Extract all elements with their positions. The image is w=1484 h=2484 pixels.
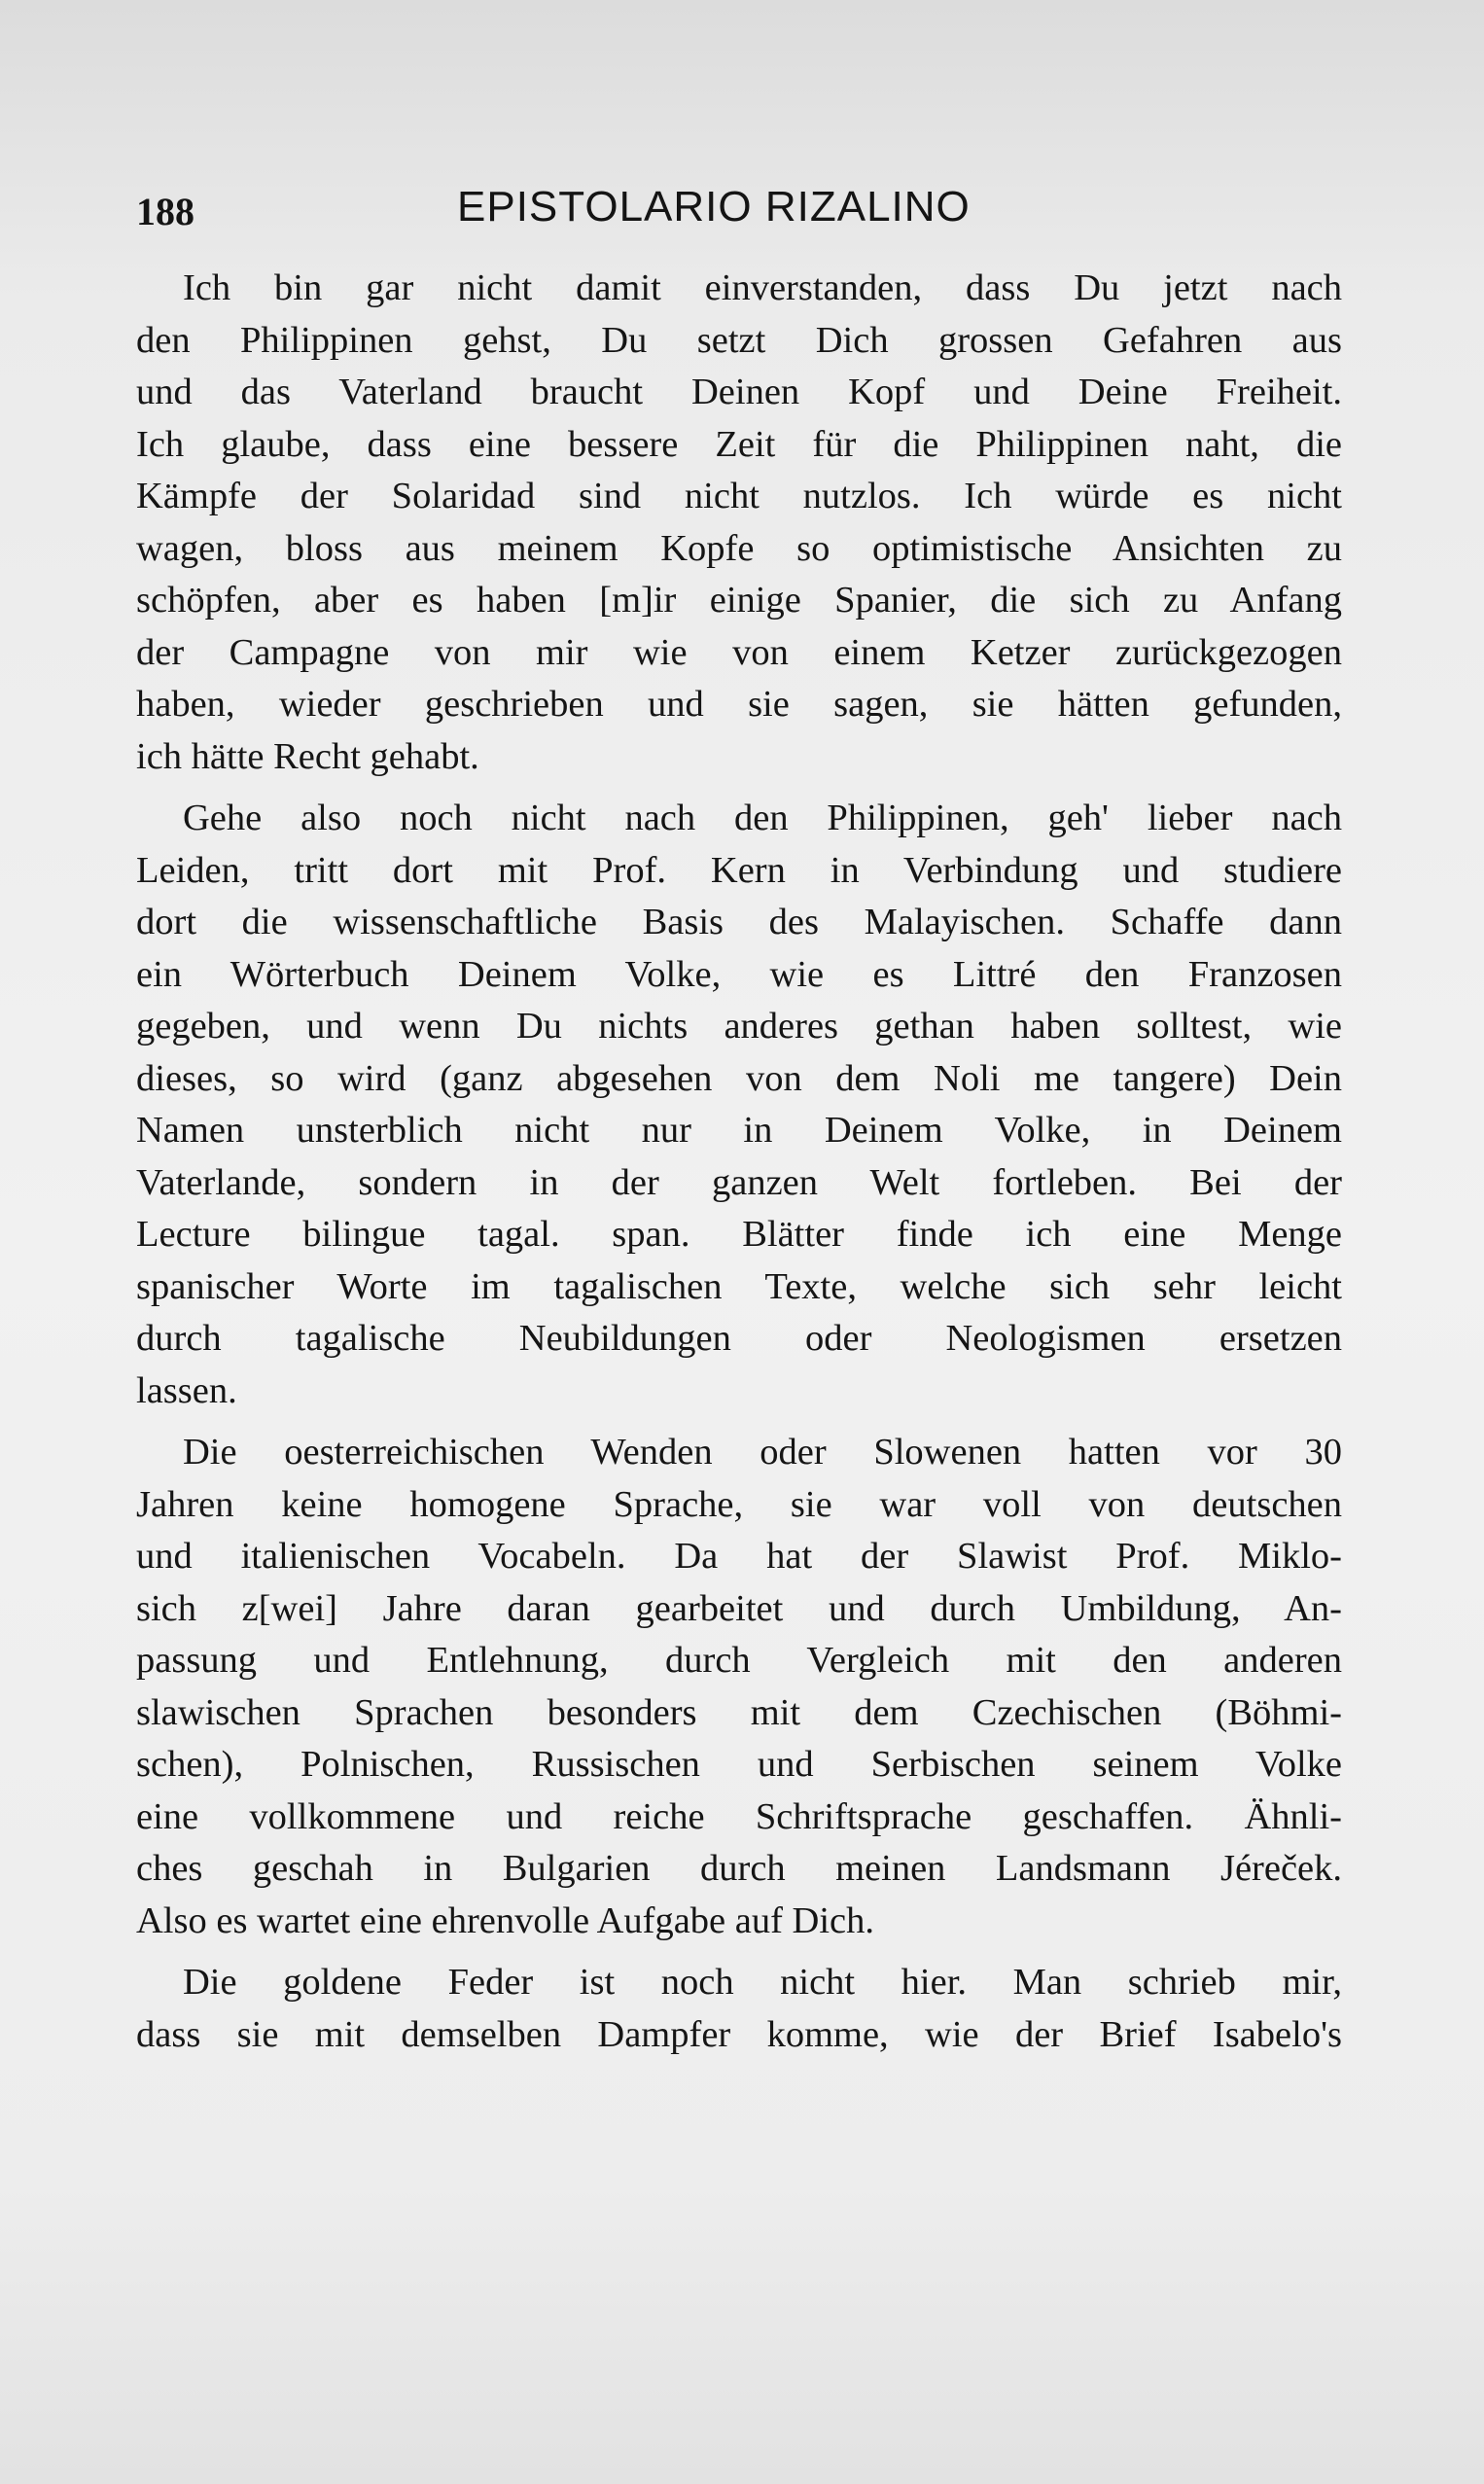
text-line: lassen. [136, 1369, 237, 1411]
text-line: wagen, bloss aus meinem Kopfe so optimistische Ansichten zu [136, 527, 1342, 569]
page-number: 188 [136, 190, 194, 233]
paragraph [136, 263, 1342, 783]
text-line: gegeben, und wenn Du nichts anderes gethan haben solltest, wie [136, 1006, 1342, 1047]
page-header [136, 183, 1342, 241]
text-line: Die goldene Feder ist noch nicht hier. Man schrieb mir, [183, 1962, 1342, 2003]
text-line: Kämpfe der Solaridad sind nicht nutzlos. Ich würde es nicht [136, 476, 1342, 516]
text-line: Vaterlande, sondern in der ganzen Welt fortleben. Bei der [136, 1161, 1342, 1203]
text-line: Gehe also noch nicht nach den Philippinen, geh' lieber nach [183, 798, 1342, 838]
text-line: dass sie mit demselben Dampfer komme, wie der Brief Isabelo's [136, 2013, 1342, 2055]
letter-body [136, 263, 1342, 2071]
text-line: slawischen Sprachen besonders mit dem Czechischen (Böhmi- [136, 1691, 1342, 1733]
text-line: ches geschah in Bulgarien durch meinen Landsmann Jéreček. [136, 1848, 1342, 1889]
text-line: Lecture bilingue tagal. span. Blätter finde ich eine Menge [136, 1214, 1342, 1255]
text-line: und italienischen Vocabeln. Da hat der Slawist Prof. Miklo- [136, 1536, 1342, 1577]
text-line: den Philippinen gehst, Du setzt Dich grossen Gefahren aus [136, 319, 1342, 361]
running-title: EPISTOLARIO RIZALINO [457, 183, 971, 231]
text-line: durch tagalische Neubildungen oder Neologismen ersetzen [136, 1318, 1342, 1359]
text-line: und das Vaterland braucht Deinen Kopf und Deine Freiheit. [136, 372, 1342, 412]
text-line: eine vollkommene und reiche Schriftsprache geschaffen. Ähnli- [136, 1795, 1342, 1837]
paragraph [136, 1957, 1342, 2061]
text-line: dieses, so wird (ganz abgesehen von dem Noli me tangere) Dein [136, 1057, 1342, 1099]
text-line: Die oesterreichischen Wenden oder Slowenen hatten vor 30 [183, 1432, 1342, 1473]
text-line: sich z[wei] Jahre daran gearbeitet und durch Umbildung, An- [136, 1587, 1342, 1629]
text-line: schen), Polnischen, Russischen und Serbischen seinem Volke [136, 1744, 1342, 1785]
paragraph [136, 793, 1342, 1417]
text-line: Ich glaube, dass eine bessere Zeit für die Philippinen naht, die [136, 423, 1342, 465]
text-line: spanischer Worte im tagalischen Texte, welche sich sehr leicht [136, 1265, 1342, 1307]
paragraph [136, 1427, 1342, 1947]
text-line: Leiden, tritt dort mit Prof. Kern in Verbindung und studiere [136, 849, 1342, 891]
text-line: ein Wörterbuch Deinem Volke, wie es Littré den Franzosen [136, 953, 1342, 995]
text-line: Also es wartet eine ehrenvolle Aufgabe auf Dich. [136, 1899, 875, 1941]
text-line: der Campagne von mir wie von einem Ketzer zurückgezogen [136, 631, 1342, 673]
text-line: dort die wissenschaftliche Basis des Malayischen. Schaffe dann [136, 902, 1342, 942]
text-line: Jahren keine homogene Sprache, sie war voll von deutschen [136, 1483, 1342, 1525]
text-line: ich hätte Recht gehabt. [136, 735, 479, 777]
text-line: passung und Entlehnung, durch Vergleich mit den anderen [136, 1640, 1342, 1681]
text-line: schöpfen, aber es haben [m]ir einige Spanier, die sich zu Anfang [136, 580, 1342, 621]
text-line: Ich bin gar nicht damit einverstanden, dass Du jetzt nach [183, 267, 1342, 308]
text-line: haben, wieder geschrieben und sie sagen, sie hätten gefunden, [136, 684, 1342, 725]
text-line: Namen unsterblich nicht nur in Deinem Volke, in Deinem [136, 1110, 1342, 1151]
